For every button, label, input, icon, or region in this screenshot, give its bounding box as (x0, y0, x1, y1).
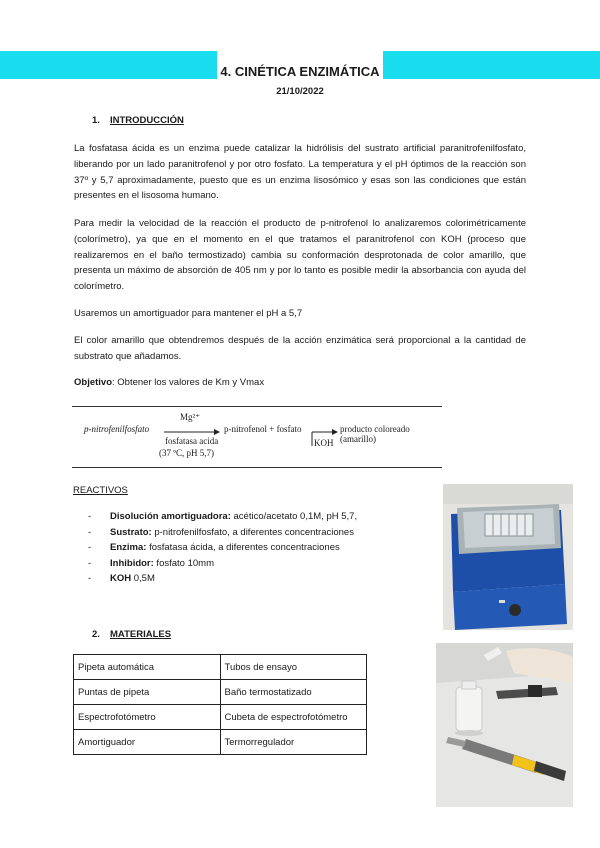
materials-heading (92, 629, 171, 640)
list-item: - Inhibidor: fosfato 10mm (88, 557, 214, 569)
table-row (74, 680, 367, 705)
reaction-cofactor: Mg²⁺ (180, 412, 200, 422)
table-cell: Cubeta de espectrofotómetro (220, 705, 367, 730)
list-item: - Sustrato: p-nitrofenilfosfato, a diferentes concentraciones (88, 526, 354, 538)
table-cell: Puntas de pipeta (74, 680, 221, 705)
list-item: - Enzima: fosfatasa ácida, a diferentes concentraciones (88, 542, 340, 553)
table-cell: Termorregulador (220, 730, 367, 755)
reagents-heading: REACTIVOS (73, 485, 128, 496)
table-cell: Pipeta automática (74, 655, 221, 680)
intro-paragraph-2: Para medir la velocidad de la reacción el producto de p-nitrofenol lo analizaremos colorimétricamente (colorímetro), ya que en el momento en el que tratamos el paranitrofenol con KOH (proceso que realizaremos en el baño termostizado) cambia su conformación desprotonada de color amarillo, que presenta un máximo de absorción de 405 nm y por lo tanto es posible medir la absorbancia con ayuda del colorímetro. (74, 218, 526, 293)
materials-heading-text: MATERIALES (110, 629, 172, 640)
intro-paragraph-1: La fosfatasa ácida es un enzima puede catalizar la hidrólisis del sustrato artificial paranitrofenilfosfato, liberando por un lado paranitrofenol y por otro fosfato. La temperatura y el pH óptimos de la reacción son 37º y 5,7 aproximadamente, puesto que es un enzima lisosómico y esas son las condiciones que están presentes en el lisosoma humano. (74, 143, 526, 202)
reagents-list (88, 509, 428, 587)
materials-number: 2. (92, 629, 100, 640)
list-item: - Disolución amortiguadora: acético/acetato 0,1M, pH 5,7, (88, 511, 358, 522)
objective (74, 375, 526, 391)
intro-heading-text: INTRODUCCIÓN (110, 115, 184, 126)
table-row (74, 705, 367, 730)
reaction-reactant: p-nitrofenilfosfato (84, 424, 150, 434)
table-row (74, 655, 367, 680)
materials-table (73, 654, 367, 755)
reaction-conditions: (37 ºC, pH 5,7) (159, 448, 215, 458)
reaction-final-product: producto coloreado (amarillo) (340, 424, 410, 444)
intro-heading (92, 115, 184, 126)
objective-text: : Obtener los valores de Km y Vmax (112, 377, 265, 388)
reaction-arrow-1 (164, 428, 220, 436)
table-cell: Amortiguador (74, 730, 221, 755)
intro-paragraph-3: Usaremos un amortiguador para mantener el pH a 5,7 (74, 308, 303, 319)
page-title: 4. CINÉTICA ENZIMÁTICA (220, 64, 380, 79)
intro-number: 1. (92, 115, 100, 126)
lab-materials-photo (436, 643, 573, 807)
intro-paragraph-4: El color amarillo que obtendremos después de la acción enzimática será proporcional a la cantidad de substrato que añadamos. (74, 335, 526, 362)
list-item: - KOH 0,5M (88, 573, 155, 584)
table-cell: Baño termostatizado (220, 680, 367, 705)
table-cell: Espectrofotómetro (74, 705, 221, 730)
bath-photo (443, 484, 573, 630)
page-date: 21/10/2022 (276, 86, 324, 97)
reaction-enzyme: fosfatasa acida (165, 436, 219, 446)
reaction-reagent: KOH (314, 438, 334, 448)
reaction-scheme (72, 406, 442, 468)
objective-label: Objetivo (74, 377, 113, 388)
table-row (74, 730, 367, 755)
reaction-products: p-nitrofenol + fosfato (224, 424, 302, 434)
table-cell: Tubos de ensayo (220, 655, 367, 680)
